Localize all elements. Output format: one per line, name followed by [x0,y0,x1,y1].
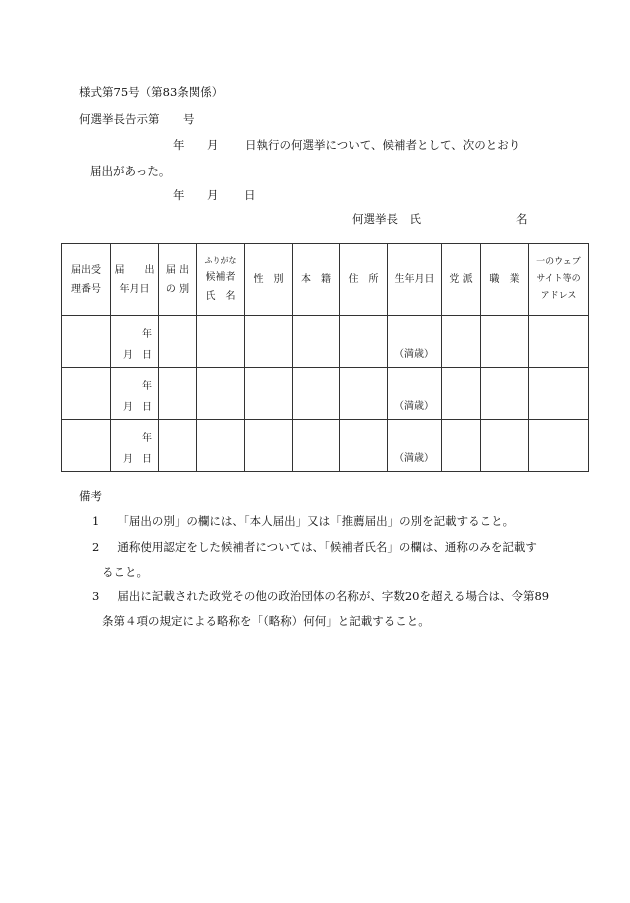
remark-number: 1 [92,514,100,528]
header-line: 本 籍 [301,274,331,285]
cell-age [394,345,433,360]
cell-receipt-number [62,316,111,368]
header-line: 住 所 [348,274,379,285]
table-row [62,368,589,420]
cell-month-label: 月 [123,402,133,413]
cell-month-label: 月 [123,454,133,465]
header-birthdate [388,244,442,316]
header-line: の 別 [165,283,190,295]
cell-domicile [293,316,340,368]
registration-table [61,243,589,472]
cell-domicile [293,368,340,420]
header-line: ふりがな [204,256,237,265]
cell-domicile [293,420,340,472]
header-line: 候補者 [205,272,236,283]
cell-birthdate [388,316,442,368]
header-sex [245,244,293,316]
cell-age [394,449,433,464]
header-occupation [481,244,529,316]
notice-number-prefix: 何選挙長告示第 [79,112,160,126]
age-close-label: 歳） [414,401,434,412]
cell-occupation [481,316,529,368]
header-line: 職 業 [489,274,520,285]
header-candidate-name [197,244,245,316]
header-receipt-number [62,244,111,316]
header-line: 氏 名 [205,291,236,302]
remark-line: 条第４項の規定による略称を「（略称）何何」と記載すること。 [102,614,430,628]
header-filing-type [159,244,197,316]
cell-website [529,316,589,368]
remarks-heading: 備考 [79,489,102,503]
cell-party [442,316,481,368]
table-header-row [62,244,589,316]
remark-number: 2 [92,540,100,554]
cell-address [340,420,388,472]
table-row [62,316,589,368]
cell-sex [245,316,293,368]
header-address [340,244,388,316]
cell-candidate-name [197,368,245,420]
notice-number-suffix: 号 [183,112,195,126]
cell-filing-type [159,368,197,420]
remark-number: 3 [92,589,100,603]
cell-candidate-name [197,316,245,368]
signature-name: 名 [516,212,528,226]
header-line: 性 別 [253,274,284,285]
cell-address [340,316,388,368]
header-line: 年月日 [119,283,150,295]
cell-birthdate [388,420,442,472]
cell-month-label: 月 [123,350,133,361]
age-close-label: 歳） [414,453,434,464]
intro-month: 月 [207,138,219,152]
header-line: 届出受 [71,264,101,276]
cell-receipt-number [62,420,111,472]
header-line: 届 出 [165,264,190,276]
header-line: アドレス [540,291,577,301]
header-line: 党 派 [449,274,473,285]
remark-item-3 [92,584,549,634]
form-number: 様式第75号（第83条関係） [79,85,224,99]
age-close-label: 歳） [414,349,434,360]
cell-occupation [481,368,529,420]
remark-line: 通称使用認定をした候補者については、「候補者氏名」の欄は、通称のみを記載す [117,540,537,554]
header-website [529,244,589,316]
signature-title: 何選挙長 氏 [352,212,421,226]
remark-line: 「届出の別」の欄には、「本人届出」又は「推薦届出」の別を記載すること。 [117,514,515,528]
table-row [62,420,589,472]
remark-item-2 [92,535,537,585]
cell-day-label: 日 [142,454,152,465]
header-party [442,244,481,316]
cell-year-label: 年 [142,329,152,340]
date-month: 月 [207,188,219,202]
cell-candidate-name [197,420,245,472]
age-open-label: （満 [394,453,414,464]
intro-year: 年 [173,138,185,152]
header-line: 生年月日 [394,274,435,285]
cell-address [340,368,388,420]
cell-age [394,397,433,412]
cell-filing-date [111,420,159,472]
cell-receipt-number [62,368,111,420]
header-filing-date [111,244,159,316]
cell-month-day [123,398,152,413]
cell-sex [245,368,293,420]
age-open-label: （満 [394,401,414,412]
header-domicile [293,244,340,316]
intro-text: 日執行の何選挙について、候補者として、次のとおり [245,138,521,152]
remark-line: 届出に記載された政党その他の政治団体の名称が、字数20を超える場合は、令第89 [117,589,550,603]
cell-party [442,368,481,420]
intro-text-line2: 届出があった。 [90,164,171,178]
cell-filing-date [111,316,159,368]
header-line: サイト等の [536,274,581,284]
cell-day-label: 日 [142,402,152,413]
cell-month-day [123,450,152,465]
remark-item-1 [92,509,514,534]
cell-day-label: 日 [142,350,152,361]
cell-website [529,420,589,472]
header-line: 理番号 [71,283,101,295]
header-line: 一のウェブ [536,257,581,267]
date-day: 日 [244,188,256,202]
cell-year-label: 年 [142,381,152,392]
cell-birthdate [388,368,442,420]
cell-filing-date [111,368,159,420]
cell-filing-type [159,420,197,472]
cell-month-day [123,346,152,361]
cell-occupation [481,420,529,472]
header-line: 届 出 [114,264,155,276]
remark-line: ること。 [102,565,148,579]
cell-sex [245,420,293,472]
cell-website [529,368,589,420]
cell-filing-type [159,316,197,368]
age-open-label: （満 [394,349,414,360]
date-year: 年 [173,188,185,202]
cell-party [442,420,481,472]
cell-year-label: 年 [142,433,152,444]
